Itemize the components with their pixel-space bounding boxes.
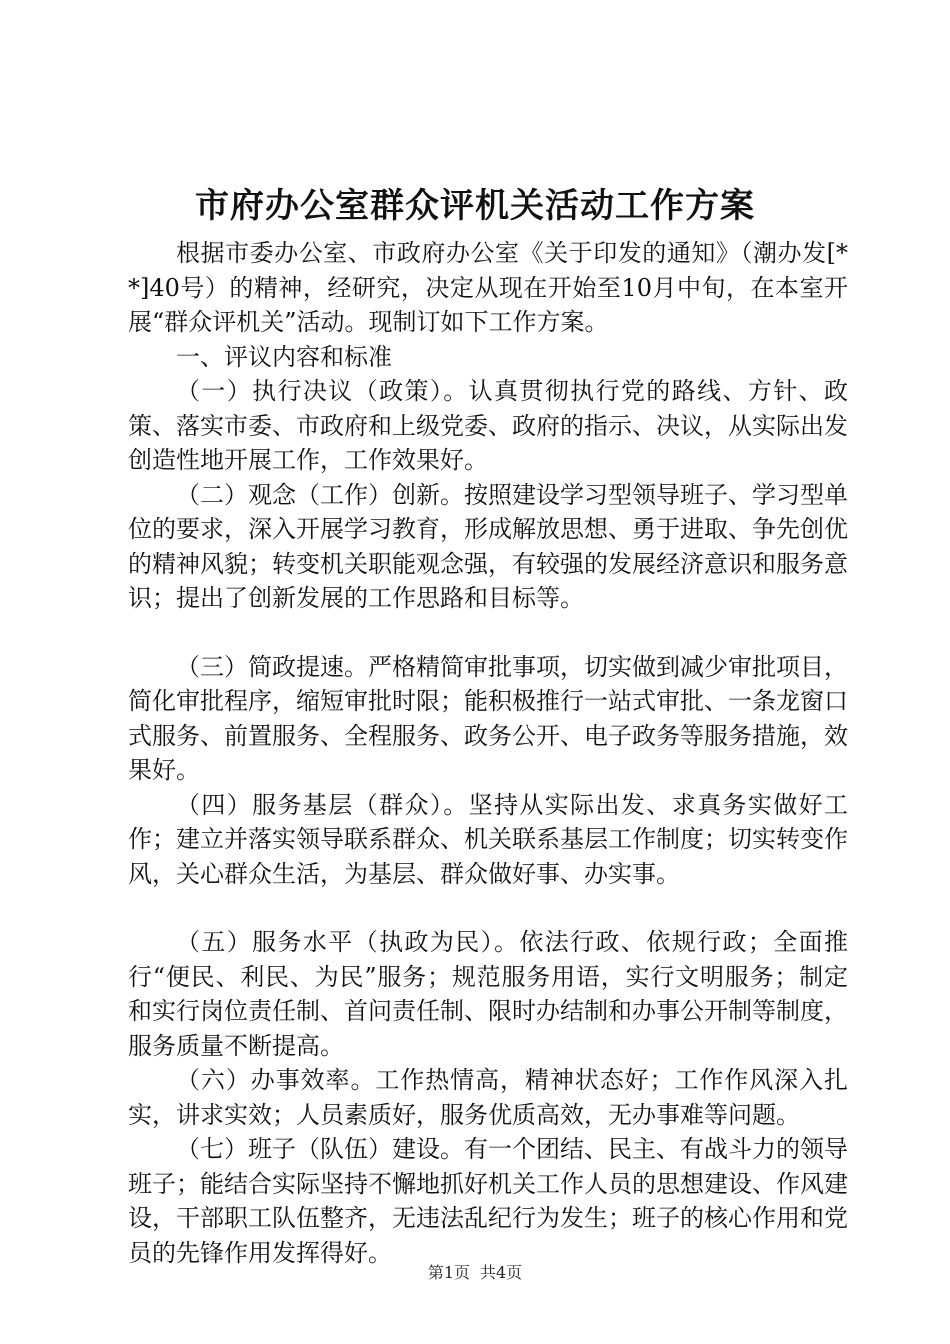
item-paragraph-2: （二）观念（工作）创新。按照建设学习型领导班子、学习型单位的要求，深入开展学习教育，形成解放思想、勇于进取、争先创优的精神风貌；转变机关职能观念强，有较强的发展经济意识和服务意识；提出了创新发展的工作思路和目标等。 [128,480,848,612]
document-body [128,236,848,1270]
page-footer [0,1262,950,1284]
intro-paragraph: 根据市委办公室、市政府办公室《关于印发的通知》（潮办发[**]40号）的精神，经研究，决定从现在开始至10月中旬，在本室开展“群众评机关”活动。现制订如下工作方案。 [128,239,848,336]
item-paragraph-1: （一）执行决议（政策）。认真贯彻执行党的路线、方针、政策、落实市委、市政府和上级党委、政府的指示、决议，从实际出发创造性地开展工作，工作效果好。 [128,377,848,474]
document-title: 市府办公室群众评机关活动工作方案 [195,186,755,226]
item-paragraph-5: （五）服务水平（执政为民）。依法行政、依规行政；全面推行“便民、利民、为民”服务；规范服务用语，实行文明服务；制定和实行岗位责任制、首问责任制、限时办结制和办事公开制等制度，服务质量不断提高。 [128,928,848,1060]
section-heading: 一、评议内容和标准 [176,342,392,371]
item-paragraph-6: （六）办事效率。工作热情高，精神状态好；工作作风深入扎实，讲求实效；人员素质好，服务优质高效，无办事难等问题。 [128,1066,848,1129]
page-total: 共4页 [480,1263,523,1282]
item-paragraph-7: （七）班子（队伍）建设。有一个团结、民主、有战斗力的领导班子；能结合实际坚持不懈地抓好机关工作人员的思想建设、作风建设，干部职工队伍整齐，无违法乱纪行为发生；班子的核心作用和党员的先锋作用发挥得好。 [128,1135,848,1267]
page-number: 第1页 [427,1263,470,1282]
item-paragraph-4: （四）服务基层（群众）。坚持从实际出发、求真务实做好工作；建立并落实领导联系群众、机关联系基层工作制度；切实转变作风，关心群众生活，为基层、群众做好事、办实事。 [128,790,848,888]
item-paragraph-3: （三）简政提速。严格精简审批事项，切实做到减少审批项目，简化审批程序，缩短审批时限；能积极推行一站式审批、一条龙窗口式服务、前置服务、全程服务、政务公开、电子政务等服务措施，效果好。 [128,652,848,784]
